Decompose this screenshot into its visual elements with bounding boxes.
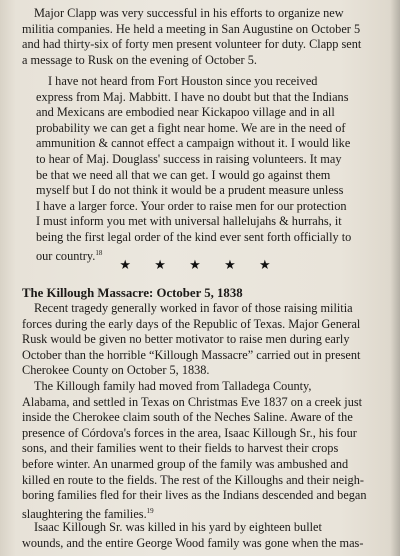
text-line: slaughtering the families.: [22, 506, 147, 521]
block-quote: [36, 74, 380, 264]
text-line: presence of Córdova's forces in the area, Isaac Killough Sr., his four: [22, 425, 357, 440]
text-line: probability we can get a fight near home. We are in the need of: [36, 120, 346, 135]
text-line: sons, and their families went to their fields to harvest their crops: [22, 441, 339, 456]
text-line: myself but I do not think it would be a prudent measure unless: [36, 183, 344, 198]
text-line: killed en route to the fields. The rest of the Killoughs and their neigh-: [22, 472, 364, 487]
text-line: and Mexicans are embodied near Kickapoo village and in all: [36, 105, 335, 120]
text-line: Rusk would be given no better motivator to raise men during early: [22, 332, 350, 347]
text-line: Recent tragedy generally worked in favor of those raising militia: [34, 301, 353, 315]
footnote-marker: 18: [95, 248, 103, 257]
text-line: boring families fled for their lives as the Indians descended and began: [22, 488, 367, 503]
section-heading: The Killough Massacre: October 5, 1838: [22, 286, 243, 300]
text-line: to hear of Maj. Douglass' success in raising volunteers. It may: [36, 151, 342, 166]
intro-paragraph: [22, 6, 382, 68]
page-edge-shadow: [390, 0, 400, 556]
text-line: inside the Cherokee claim south of the Neches Saline. Aware of the: [22, 410, 353, 425]
text-line: ammunition & cannot effect a campaign without it. I would like: [36, 136, 351, 151]
text-line: Alabama, and settled in Texas on Christmas Eve 1837 on a creek just: [22, 394, 363, 409]
text-line: forces during the early days of the Republic of Texas. Major General: [22, 316, 361, 331]
text-line: and had thirty-six of forty men present volunteer for duty. Clapp sent: [22, 37, 362, 52]
text-line: I have a larger force. Your order to raise men for our protection: [36, 198, 347, 213]
text-line: a message to Rusk on the evening of October 5.: [22, 52, 257, 67]
text-line: The Killough family had moved from Talladega County,: [34, 379, 312, 393]
text-line: I must inform you met with universal hallelujahs & hurrahs, it: [36, 214, 342, 229]
text-line: militia companies. He held a meeting in San Augustine on October 5: [22, 21, 361, 36]
text-line: Major Clapp was very successful in his efforts to organize new: [34, 6, 344, 20]
text-line: Isaac Killough Sr. was killed in his yard by eighteen bullet: [34, 520, 322, 534]
paragraph-2: [22, 379, 382, 522]
section-divider-stars: ★ ★ ★ ★ ★: [119, 257, 281, 272]
text-line: our country.: [36, 248, 96, 263]
paragraph-3: [22, 520, 382, 551]
text-line: wounds, and the entire George Wood family was gone when the mas-: [22, 535, 364, 550]
text-line: be that we need all that we can get. I would go against them: [36, 167, 331, 182]
paragraph-1: [22, 301, 382, 379]
text-line: being the first legal order of the kind ever sent forth officially to: [36, 229, 352, 244]
text-line: October than the horrible “Killough Massacre” carried out in present: [22, 347, 361, 362]
text-line: Cherokee County on October 5, 1838.: [22, 363, 210, 378]
footnote-marker: 19: [146, 506, 154, 515]
text-line: I have not heard from Fort Houston since you received: [48, 74, 318, 88]
text-line: express from Maj. Mabbitt. I have no doubt but that the Indians: [36, 89, 349, 104]
text-line: before winter. An unarmed group of the family was ambushed and: [22, 456, 349, 471]
